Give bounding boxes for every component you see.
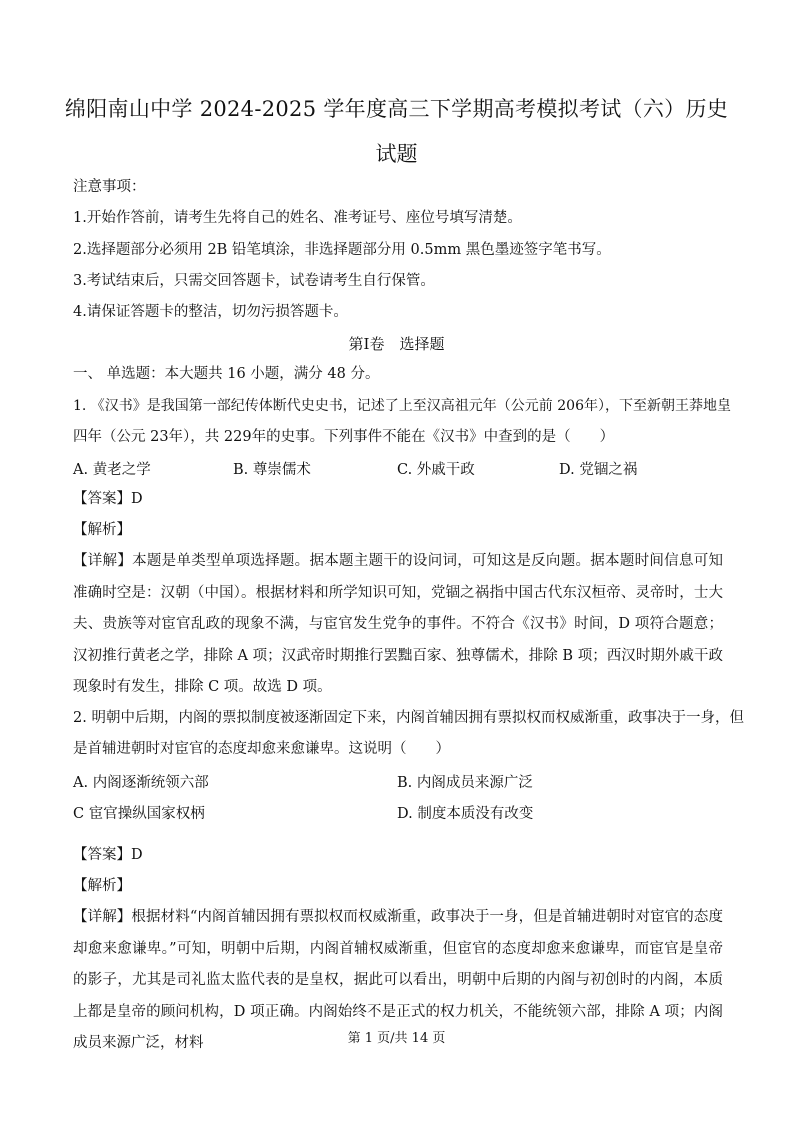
q1-stem-line2: 四年（公元 23年），共 229年的史事。下列事件不能在《汉书》中查到的是（ ） xyxy=(73,429,615,445)
notice-item-1: 1.开始作答前，请考生先将自己的姓名、准考证号、座位号填写清楚。 xyxy=(73,210,522,226)
exam-title-line1: 绵阳南山中学 2024-2025 学年度高三下学期高考模拟考试（六）历史 xyxy=(64,97,729,121)
exam-title-line2: 试题 xyxy=(375,142,418,166)
notice-heading: 注意事项： xyxy=(73,179,146,195)
q1-option-a: A. 黄老之学 xyxy=(73,462,151,478)
q1-option-c: C. 外戚干政 xyxy=(397,462,475,478)
q1-detail: 【详解】本题是单类型单项选择题。据本题主题干的设问词，可知这是反向题。据本题时间信息可知准确时空是：汉朝（中国）。根据材料和所学知识可知，党锢之祸指中国古代东汉桓帝、灵帝时，士大夫、贵族等对宦官乱政的现象不满，与宦官发生党争的事件。不符合《汉书》时间，D 项符合题意；汉初推行黄老之学，排除 A 项；汉武帝时期推行罢黜百家、独尊儒术，排除 B 项；西汉时期外戚干政现象时有发生，排除 C 项。故选 D 项。 xyxy=(73,553,723,695)
q2-option-a: A. 内阁逐渐统领六部 xyxy=(73,775,209,791)
q1-option-b: B. 尊崇儒术 xyxy=(233,462,311,478)
q1-answer: 【答案】D xyxy=(73,491,143,507)
q2-stem-line2: 是首辅进朝时对宦官的态度却愈来愈谦卑。这说明（ ） xyxy=(73,741,450,757)
part-heading: 一、 单选题：本大题共 16 小题，满分 48 分。 xyxy=(73,366,380,382)
q2-option-c: C 宦官操纵国家权柄 xyxy=(73,806,205,822)
q1-stem-line1: 1. 《汉书》是我国第一部纪传体断代史史书，记述了上至汉高祖元年（公元前 206年），下至新朝王莽地皇 xyxy=(73,398,731,414)
q2-stem-line1: 2. 明朝中后期，内阁的票拟制度被逐渐固定下来，内阁首辅因拥有票拟权而权威渐重，政事决于一身，但 xyxy=(73,710,744,726)
q2-answer: 【答案】D xyxy=(73,847,143,863)
q2-option-b: B. 内阁成员来源广泛 xyxy=(397,775,533,791)
notice-item-3: 3.考试结束后，只需交回答题卡，试卷请考生自行保管。 xyxy=(73,273,435,289)
q1-option-d: D. 党锢之祸 xyxy=(559,462,638,478)
q2-analysis-label: 【解析】 xyxy=(73,878,131,894)
page-footer: 第 1 页/共 14 页 xyxy=(347,1031,446,1046)
q2-detail: 【详解】根据材料“内阁首辅因拥有票拟权而权威渐重，政事决于一身，但是首辅进朝时对宦官的态度却愈来愈谦卑。”可知，明朝中后期，内阁首辅权威渐重，但宦官的态度却愈来愈谦卑，而宦官是皇帝的影子，尤其是司礼监太监代表的是皇权，据此可以看出，明朝中后期的内阁与初创时的内阁，本质上都是皇帝的顾问机构，D 项正确。内阁始终不是正式的权力机关，不能统领六部，排除 A 项；内阁成员来源广泛，材料 xyxy=(73,909,723,1051)
q2-option-d: D. 制度本质没有改变 xyxy=(397,806,534,822)
notice-item-2: 2.选择题部分必须用 2B 铅笔填涂，非选择题部分用 0.5mm 黑色墨迹签字笔书写。 xyxy=(73,242,611,258)
section-title: 第Ⅰ卷 选择题 xyxy=(348,335,445,353)
q1-analysis-label: 【解析】 xyxy=(73,522,131,538)
notice-item-4: 4.请保证答题卡的整洁，切勿污损答题卡。 xyxy=(73,304,348,320)
